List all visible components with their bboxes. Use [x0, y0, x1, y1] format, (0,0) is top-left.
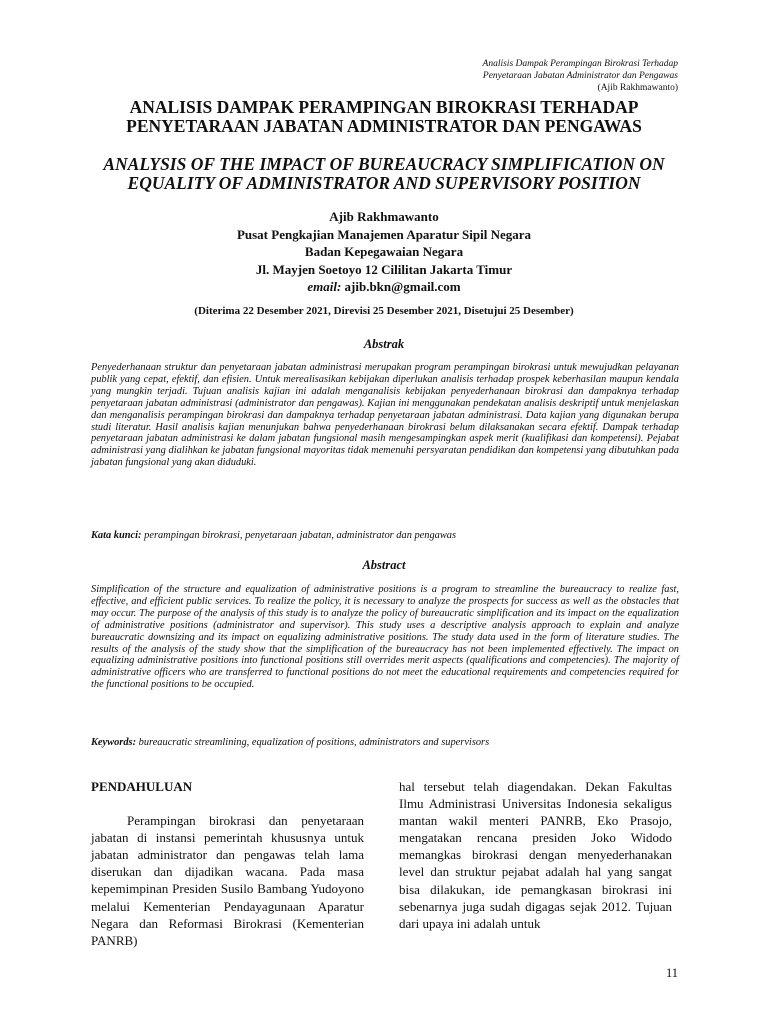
- running-head-line: Penyetaraan Jabatan Administrator dan Pengawas: [482, 71, 678, 81]
- submission-dates: (Diterima 22 Desember 2021, Direvisi 25 Desember 2021, Disetujui 25 Desember): [194, 305, 574, 317]
- running-head-line: Analisis Dampak Perampingan Birokrasi Terhadap: [482, 59, 678, 69]
- title-line: PENYETARAAN JABATAN ADMINISTRATOR DAN PENGAWAS: [126, 116, 642, 136]
- title-indonesian: [60, 98, 708, 136]
- abstrak-heading: Abstrak: [363, 337, 405, 351]
- keywords-label: Keywords:: [91, 737, 137, 748]
- keywords-text: bureaucratic streamlining, equalization of positions, administrators and supervisors: [138, 737, 490, 748]
- body-paragraph: hal tersebut telah diagendakan. Dekan Fakultas Ilmu Administrasi Universitas Indonesia sekaligus mantan wakil menteri PANRB, Eko Prasojo, mengatakan rencana presiden Joko Widodo memangkas birokrasi dengan menyederhanakan level dan struktur pejabat adalah hal yang sangat bisa dilakukan, ide pemangkasan birokrasi ini sebenarnya juga sudah digagas sejak 2012. Tujuan dari upaya ini adalah untuk: [399, 779, 672, 931]
- email-label: email:: [307, 279, 342, 294]
- running-head: [358, 58, 678, 94]
- author-email-line: [60, 278, 708, 296]
- abstract-heading: Abstract: [362, 558, 406, 572]
- author-name: Ajib Rakhmawanto: [329, 209, 439, 224]
- section-title: PENDAHULUAN: [91, 779, 193, 794]
- running-head-author: (Ajib Rakhmawanto): [597, 83, 678, 93]
- title-line: ANALISIS DAMPAK PERAMPINGAN BIROKRASI TERHADAP: [129, 97, 639, 117]
- keywords: [91, 737, 679, 749]
- page-number: 11: [665, 966, 678, 980]
- abstract-text: Simplification of the structure and equalization of administrative positions is a program to streamline the bureaucracy to realize fast, effective, and efficient public services. To realize the policy, it is necessary to analyze the prospects for success as well as the obstacles that may occur. The purpose of the analysis of this study is to analyze the policy of bureaucratic simplification and its impact on the equalization of administrative positions (administrator and supervisor). This study uses a descriptive analysis approach to explain and analyze bureaucratic downsizing and its impact on equalizing administrative positions. The study data used in the form of literature studies. The results of the analysis of the study show that the simplification of the bureaucracy has not been implemented effectively. The impact on equalizing administrative positions into functional positions still overrides merit aspects (qualifications and competencies). The majority of administrative officers who are transferred to functional positions do not meet the educational requirements and competencies required for the functional positions to be occupied.: [91, 584, 679, 691]
- author-address: Jl. Mayjen Soetoyo 12 Cililitan Jakarta Timur: [255, 261, 513, 277]
- title-english: [60, 155, 708, 193]
- kata-kunci: [91, 530, 679, 542]
- kata-kunci-text: perampingan birokrasi, penyetaraan jabatan, administrator dan pengawas: [144, 530, 457, 541]
- author-block: [60, 208, 708, 296]
- kata-kunci-label: Kata kunci:: [91, 530, 142, 541]
- title-line: ANALYSIS OF THE IMPACT OF BUREAUCRACY SIMPLIFICATION ON: [103, 154, 665, 174]
- body-column-left: [91, 778, 364, 949]
- abstrak-text: Penyederhanaan struktur dan penyetaraan jabatan administrasi merupakan program perampingan birokrasi untuk mewujudkan pelayanan publik yang cepat, efektif, dan efisien. Untuk merealisasikan kebijakan diperlukan analisis terhadap prospek keberhasilan maupun kendala yang mungkin terjadi. Tujuan analisis kajian ini adalah menganalisis kebijakan penyederhanaan birokrasi dan dampaknya terhadap penyetaraan jabatan administrasi (administrator dan pengawas). Kajian ini menggunakan pendekatan analisis deskriptif untuk menjelaskan dan menganalisis perampingan birokrasi dan dampaknya terhadap penyetaraan jabatan administrasi. Data kajian yang digunakan berupa studi literatur. Hasil analisis kajian menunjukan bahwa penyederhanaan birokrasi belum dilaksanakan secara efektif. Dampak terhadap penyetaraan jabatan administrasi ke dalam jabatan fungsional masih mengesampingkan aspek merit (kualifikasi dan kompetensi). Pejabat administrasi yang dialihkan ke jabatan fungsional mayoritas tidak memenuhi persyaratan pendidikan dan kompetensi yang dibutuhkan pada jabatan fungsional yang akan diduduki.: [91, 362, 679, 469]
- author-affiliation: Pusat Pengkajian Manajemen Aparatur Sipil Negara: [236, 226, 532, 242]
- abstract-body: [91, 584, 679, 691]
- title-line: EQUALITY OF ADMINISTRATOR AND SUPERVISORY POSITION: [127, 173, 641, 193]
- email-address[interactable]: ajib.bkn@gmail.com: [344, 279, 461, 294]
- author-affiliation: Badan Kepegawaian Negara: [304, 244, 464, 259]
- abstrak-body: [91, 362, 679, 469]
- body-paragraph: Perampingan birokrasi dan penyetaraan jabatan di instansi pemerintah khususnya untuk jabatan administrator dan pengawas telah lama diserukan dan dijadikan wacana. Pada masa kepemimpinan Presiden Susilo Bambang Yudoyono melalui Kementerian Pendayagunaan Aparatur Negara dan Reformasi Birokrasi (Kementerian PANRB): [91, 813, 364, 948]
- body-column-right: [399, 778, 672, 932]
